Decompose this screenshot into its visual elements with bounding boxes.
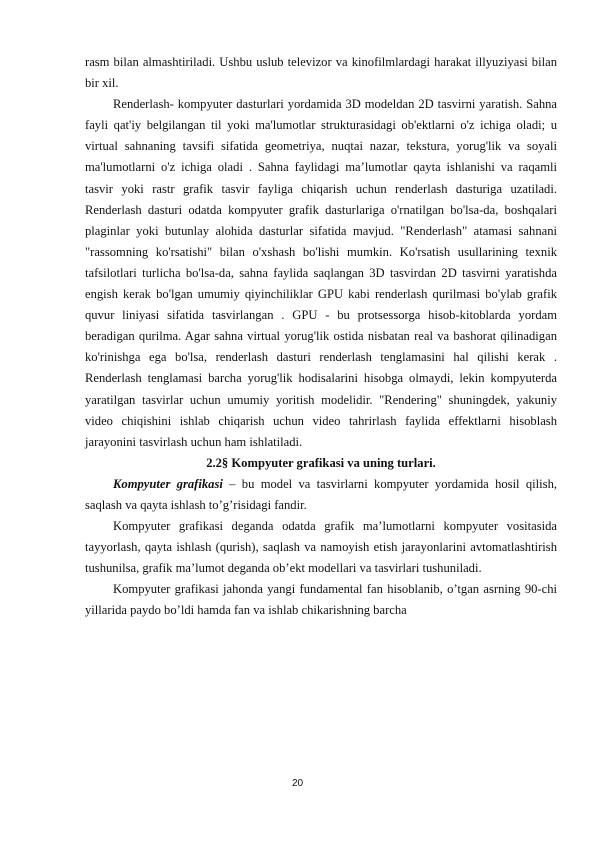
paragraph-fundamental-fan: Kompyuter grafikasi jahonda yangi fundamental fan hisoblanib, o’tgan asrning 90-chi yillarida paydo bo’ldi hamda fan va ishlab chikarishning barcha (85, 582, 557, 618)
defined-term: Kompyuter grafikasi (113, 476, 223, 491)
document-body (85, 52, 557, 622)
paragraph-renderlash: Renderlash- kompyuter dasturlari yordamida 3D modeldan 2D tasvirni yaratish. Sahna fayli qat'iy belgilangan til yoki ma'lumotlar strukturasidagi ob'ektlarni o'z ichiga oladi; u virtual sahnaning tavsifi sifatida geometriya, nuqtai nazar, tekstura, yorug'lik va soyali ma'lumotlarni o'z ichiga oladi . Sahna faylidagi maʼlumotlar qayta ishlanishi va raqamli tasvir yoki rastr grafik tasvir fayliga chiqarish uchun renderlash dasturiga uzatiladi. Renderlash dasturi odatda kompyuter grafik dasturlariga o'rnatilgan bo'lsa-da, boshqalari plaginlar yoki butunlay alohida dasturlar sifatida mavjud. "Renderlash" atamasi sahnani "rassomning ko'rsatishi" bilan o'xshash bo'lishi mumkin. Ko'rsatish usullarining texnik tafsilotlari turlicha bo'lsa-da, sahna faylida saqlangan 3D tasvirdan 2D tasvirni yaratishda engish kerak bo'lgan umumiy qiyinchiliklar GPU kabi renderlash qurilmasi bo'ylab grafik quvur liniyasi sifatida tasvirlangan . GPU - bu protsessorga hisob-kitoblarda yordam beradigan qurilma. Agar sahna virtual yorug'lik ostida nisbatan real va bashorat qilinadigan ko'rinishga ega bo'lsa, renderlash dasturi renderlash tenglamasini hal qilishi kerak . Renderlash tenglamasi barcha yorug'lik hodisalarini hisobga olmaydi, lekin kompyuterda yaratilgan tasvirlar uchun umumiy yoritish modelidir. "Rendering" shuningdek, yakuniy video chiqishini ishlab chiqarish uchun video tahrirlash faylida effektlarni hisoblash jarayonini tasvirlash uchun ham ishlatiladi. (85, 97, 557, 449)
paragraph-grafik-malumot: Kompyuter grafikasi deganda odatda grafik ma’lumotlarni kompyuter vositasida tayyorlash, qayta ishlash (qurish), saqlash va namoyish etish jarayonlarini avtomatlashtirish tushunilsa, grafik ma’lumot deganda ob’ekt modellari va tasvirlari tushuniladi. (85, 519, 557, 576)
section-heading: 2.2§ Kompyuter grafikasi va uning turlari. (206, 455, 436, 470)
paragraph-definition (85, 474, 557, 516)
page-number: 20 (291, 778, 304, 789)
definition-text: – bu model va tasvirlarni kompyuter yordamida hosil qilish, saqlash va qayta ishlash to’g’risidagi fandir. (85, 476, 558, 512)
paragraph-continuation: rasm bilan almashtiriladi. Ushbu uslub televizor va kinofilmlardagi harakat illyuziyasi bilan bir xil. (85, 55, 557, 91)
